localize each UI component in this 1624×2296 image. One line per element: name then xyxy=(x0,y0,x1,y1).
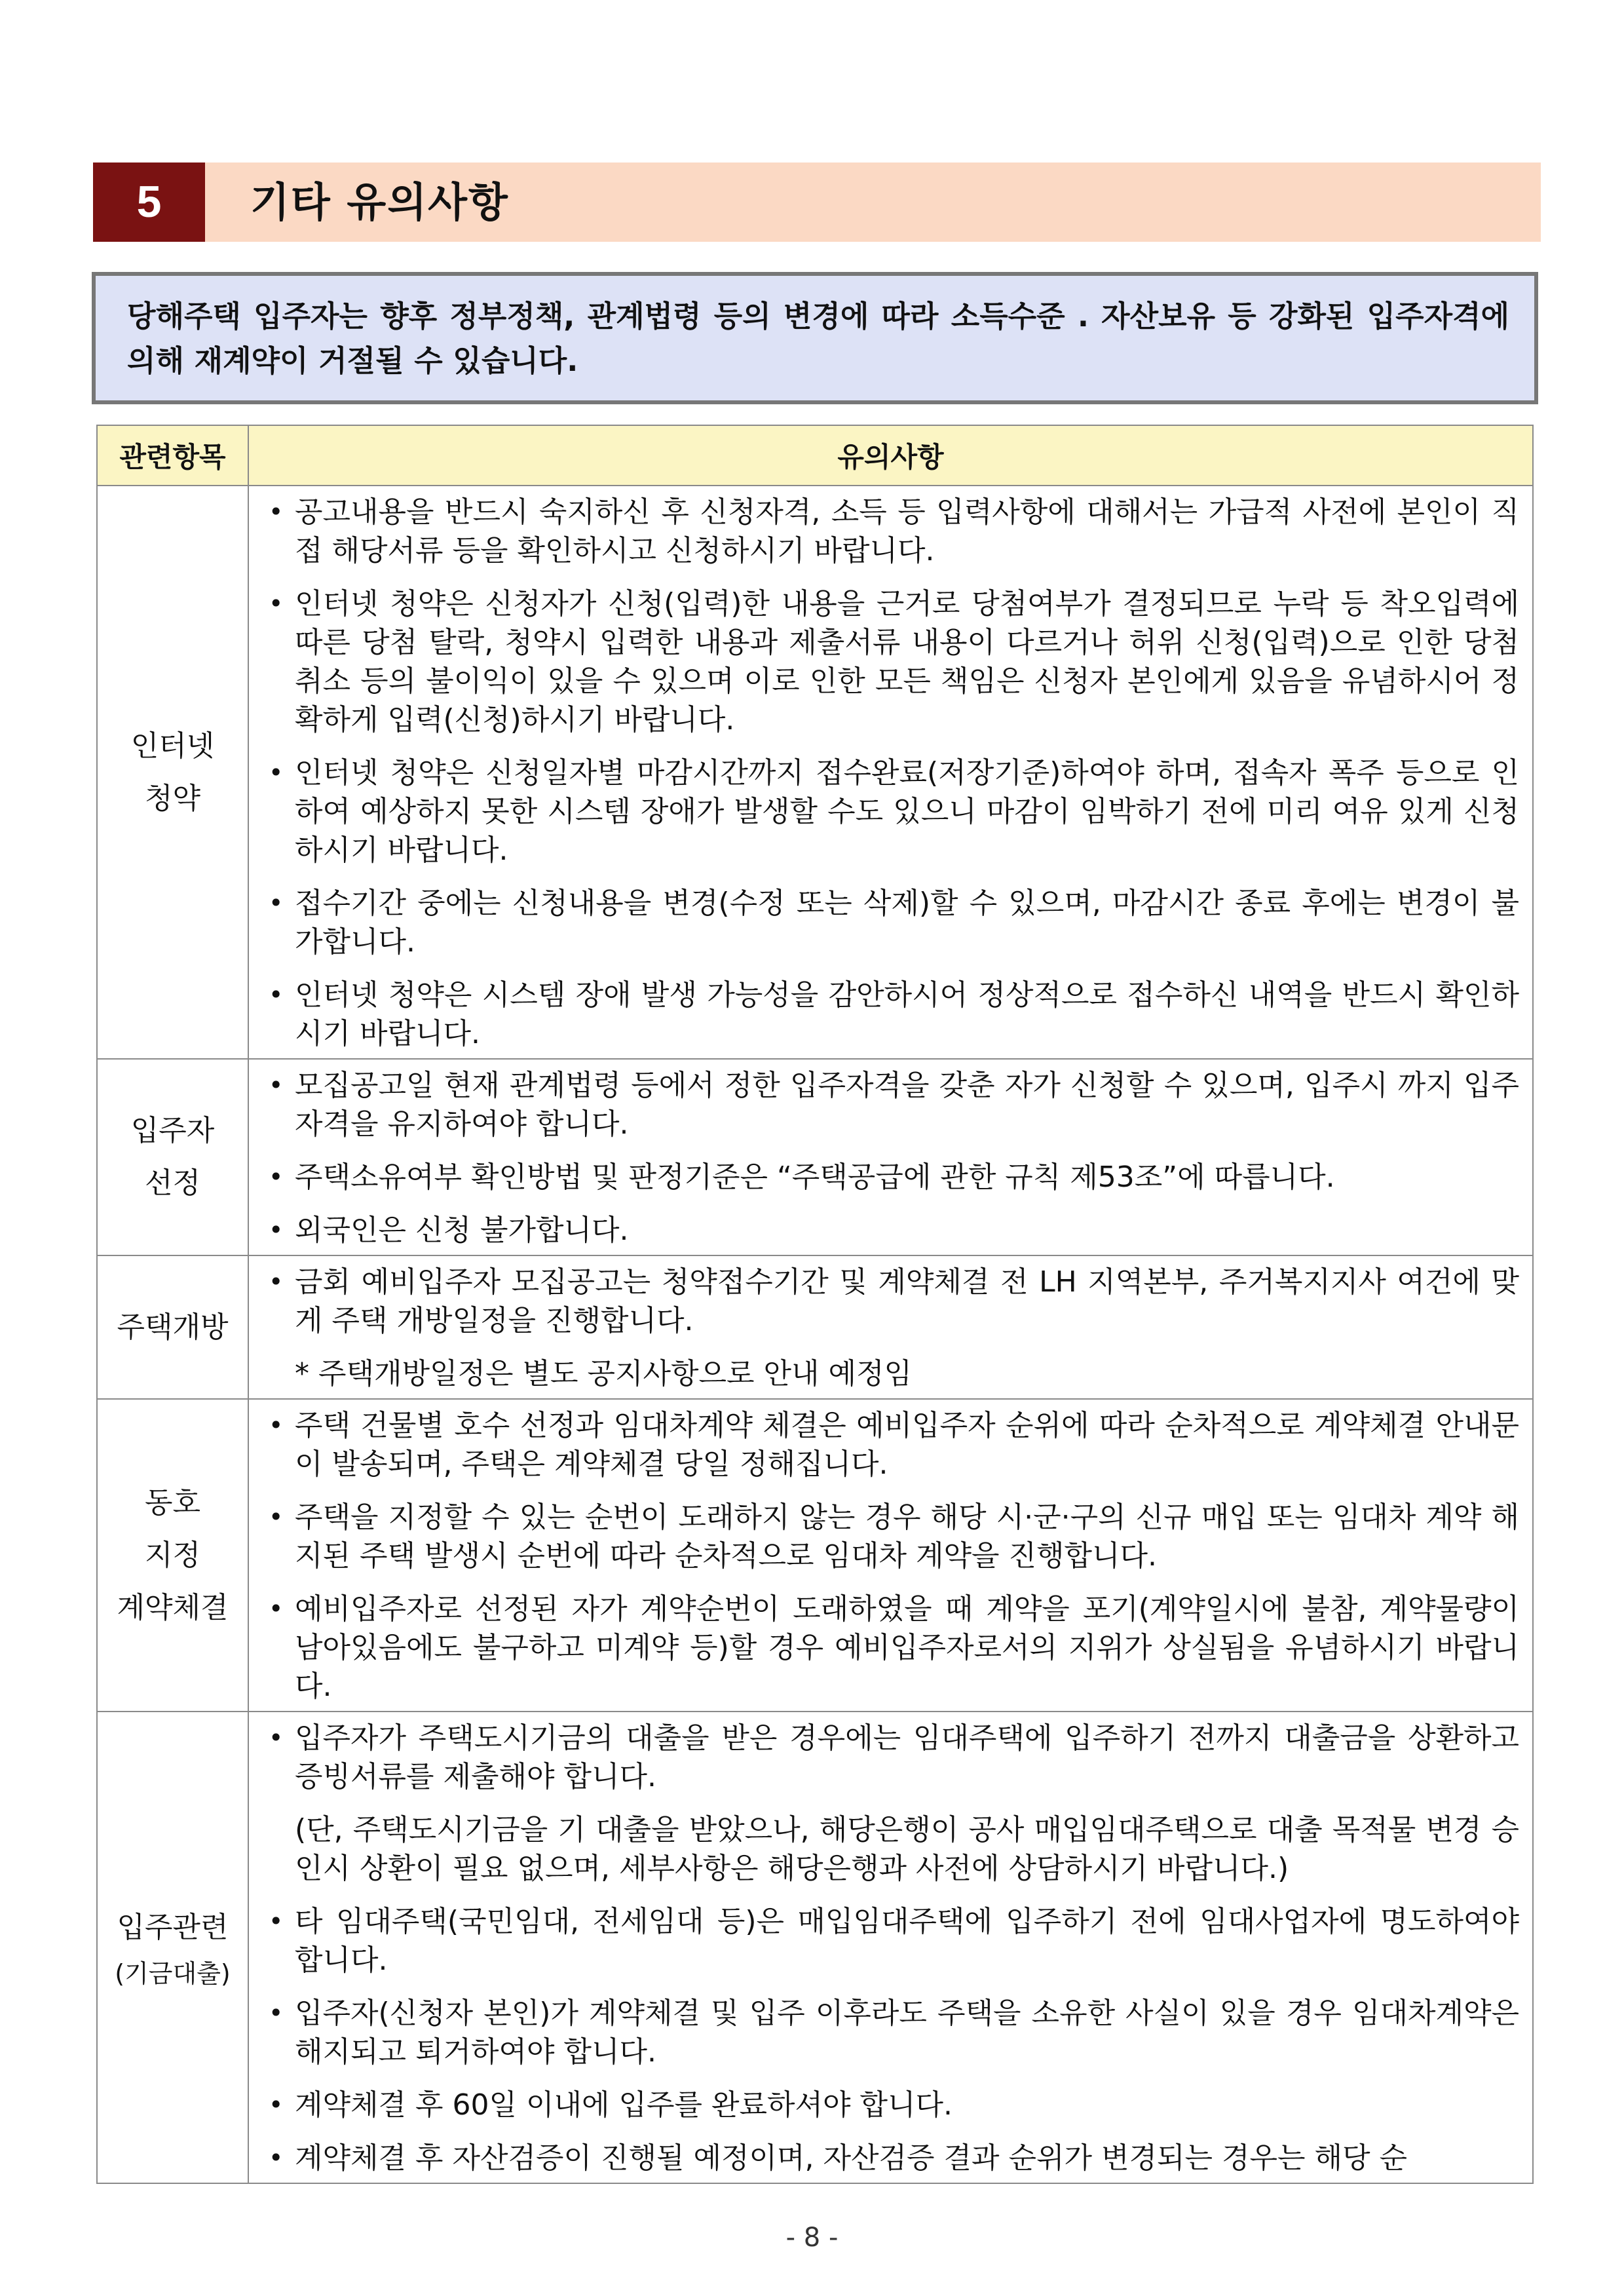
list-item xyxy=(262,584,1519,739)
category-label: 주택개방 xyxy=(117,1310,229,1344)
bullet-icon: • xyxy=(269,1999,284,2027)
list-item xyxy=(262,1406,1519,1483)
item-text: 외국인은 신청 불가합니다. xyxy=(295,1214,629,1247)
bullet-icon: • xyxy=(269,2143,284,2172)
category-label: 선정 xyxy=(144,1166,200,1200)
bullet-icon: • xyxy=(269,1502,284,1531)
list-item xyxy=(262,976,1519,1053)
section-header xyxy=(93,163,1541,242)
notes-cell xyxy=(248,1712,1533,2183)
item-text: 주택소유여부 확인방법 및 판정기준은 “주택공급에 관한 규칙 제53조”에 따릅니다. xyxy=(295,1160,1335,1194)
notice-box xyxy=(92,272,1538,404)
list-item xyxy=(262,754,1519,870)
item-text: 접수기간 중에는 신청내용을 변경(수정 또는 삭제)할 수 있으며, 마감시간 종료 후에는 변경이 불가합니다. xyxy=(295,887,1519,959)
item-text: 주택을 지정할 수 있는 순번이 도래하지 않는 경우 해당 시·군·구의 신규 매입 또는 임대차 계약 해지된 주택 발생시 순번에 따라 순차적으로 임대차 계약을 진행합니다. xyxy=(295,1501,1519,1573)
list-item xyxy=(262,2139,1519,2177)
list-item xyxy=(262,1590,1519,1706)
section-number: 5 xyxy=(93,163,205,242)
table-header-row xyxy=(97,425,1533,486)
bullet-icon: • xyxy=(269,2090,284,2119)
category-cell xyxy=(97,1059,248,1255)
notice-table xyxy=(96,425,1534,2184)
table-row xyxy=(97,1399,1533,1712)
bullet-icon: • xyxy=(269,1723,284,1752)
category-label: 인터넷 xyxy=(130,729,215,763)
list-item xyxy=(262,1158,1519,1196)
category-label: 동호 xyxy=(144,1485,200,1520)
bullet-icon: • xyxy=(269,1071,284,1100)
notes-cell xyxy=(248,1399,1533,1712)
bullet-icon: • xyxy=(269,1411,284,1440)
item-text: 모집공고일 현재 관계법령 등에서 정한 입주자격을 갖춘 자가 신청할 수 있으며, 입주시 까지 입주자격을 유지하여야 합니다. xyxy=(295,1069,1519,1141)
item-text: 입주자(신청자 본인)가 계약체결 및 입주 이후라도 주택을 소유한 사실이 있을 경우 임대차계약은 해지되고 퇴거하여야 합니다. xyxy=(295,1997,1519,2069)
list-item xyxy=(262,1902,1519,1980)
category-label: 입주자 xyxy=(130,1114,215,1147)
list-item xyxy=(262,1211,1519,1250)
bullet-icon: • xyxy=(269,1215,284,1244)
item-text: 계약체결 후 60일 이내에 입주를 완료하셔야 합니다. xyxy=(295,2088,953,2122)
bullet-icon: • xyxy=(269,1162,284,1191)
bullet-icon: • xyxy=(269,758,284,787)
notice-text: 당해주택 입주자는 향후 정부정책, 관계법령 등의 변경에 따라 소득수준 . 자산보유 등 강화된 입주자격에 의해 재계약이 거절될 수 있습니다. xyxy=(127,299,1509,378)
category-cell xyxy=(97,1255,248,1399)
list-item xyxy=(262,493,1519,570)
list-item xyxy=(262,1066,1519,1143)
list-item xyxy=(262,1994,1519,2071)
category-cell xyxy=(97,486,248,1059)
item-text: 계약체결 후 자산검증이 진행될 예정이며, 자산검증 결과 순위가 변경되는 경우는 해당 순 xyxy=(295,2141,1407,2175)
bullet-icon: • xyxy=(269,589,284,618)
category-label: 지정 xyxy=(144,1538,200,1572)
bullet-icon: • xyxy=(269,1267,284,1296)
list-item xyxy=(262,1719,1519,1796)
category-label: 입주관련 xyxy=(117,1911,229,1944)
item-text: (단, 주택도시기금을 기 대출을 받았으나, 해당은행이 공사 매입임대주택으로 대출 목적물 변경 승인시 상환이 필요 없으며, 세부사항은 해당은행과 사전에 상담하시기 바랍니다.) xyxy=(295,1813,1519,1885)
table-row xyxy=(97,1255,1533,1399)
notes-cell xyxy=(248,486,1533,1059)
bullet-icon: • xyxy=(269,1594,284,1623)
category-cell xyxy=(97,1712,248,2183)
item-text: 주택 건물별 호수 선정과 임대차계약 체결은 예비입주자 순위에 따라 순차적으로 계약체결 안내문이 발송되며, 주택은 계약체결 당일 정해집니다. xyxy=(295,1409,1519,1481)
header-notes: 유의사항 xyxy=(248,425,1533,486)
category-cell xyxy=(97,1399,248,1712)
table-row xyxy=(97,486,1533,1059)
list-item xyxy=(262,2086,1519,2124)
item-text: 예비입주자로 선정된 자가 계약순번이 도래하였을 때 계약을 포기(계약일시에 불참, 계약물량이 남아있음에도 불구하고 미계약 등)할 경우 예비입주자로서의 지위가 상실됨을 유념하시기 바랍니다. xyxy=(295,1592,1519,1703)
bullet-icon: • xyxy=(269,1907,284,1936)
list-item-note xyxy=(262,1810,1519,1888)
bullet-icon: • xyxy=(269,980,284,1009)
table-row xyxy=(97,1712,1533,2183)
list-item-note xyxy=(262,1354,1519,1393)
item-text: * 주택개방일정은 별도 공지사항으로 안내 예정임 xyxy=(295,1357,913,1390)
notes-cell xyxy=(248,1059,1533,1255)
table-row xyxy=(97,1059,1533,1255)
page-number: - 8 - xyxy=(785,2223,839,2253)
item-text: 인터넷 청약은 신청일자별 마감시간까지 접수완료(저장기준)하여야 하며, 접속자 폭주 등으로 인하여 예상하지 못한 시스템 장애가 발생할 수도 있으니 마감이 임박하기 전에 미리 여유 있게 신청하시기 바랍니다. xyxy=(295,756,1519,867)
list-item xyxy=(262,1498,1519,1575)
item-text: 인터넷 청약은 시스템 장애 발생 가능성을 감안하시어 정상적으로 접수하신 내역을 반드시 확인하시기 바랍니다. xyxy=(295,978,1519,1050)
item-text: 공고내용을 반드시 숙지하신 후 신청자격, 소득 등 입력사항에 대해서는 가급적 사전에 본인이 직접 해당서류 등을 확인하시고 신청하시기 바랍니다. xyxy=(295,495,1519,567)
list-item xyxy=(262,884,1519,961)
item-text: 타 임대주택(국민임대, 전세임대 등)은 매입임대주택에 입주하기 전에 임대사업자에 명도하여야 합니다. xyxy=(295,1905,1519,1977)
category-label: 청약 xyxy=(144,781,200,815)
notes-cell xyxy=(248,1255,1533,1399)
category-sublabel: (기금대출) xyxy=(115,1959,231,1988)
bullet-icon: • xyxy=(269,889,284,917)
item-text: 금회 예비입주자 모집공고는 청약접수기간 및 계약체결 전 LH 지역본부, 주거복지지사 여건에 맞게 주택 개방일정을 진행합니다. xyxy=(295,1265,1519,1337)
category-label: 계약체결 xyxy=(117,1590,229,1624)
item-text: 입주자가 주택도시기금의 대출을 받은 경우에는 임대주택에 입주하기 전까지 대출금을 상환하고 증빙서류를 제출해야 합니다. xyxy=(295,1721,1519,1793)
list-item xyxy=(262,1263,1519,1340)
header-category: 관련항목 xyxy=(97,425,248,486)
bullet-icon: • xyxy=(269,497,284,526)
item-text: 인터넷 청약은 신청자가 신청(입력)한 내용을 근거로 당첨여부가 결정되므로 누락 등 착오입력에 따른 당첨 탈락, 청약시 입력한 내용과 제출서류 내용이 다르거나 허위 신청(입력)으로 인한 당첨 취소 등의 불이익이 있을 수 있으며 이로 인한 모든 책임은 신청자 본인에게 있음을 유념하시어 정확하게 입력(신청)하시기 바랍니다. xyxy=(295,587,1519,737)
section-title: 기타 유의사항 xyxy=(250,178,509,226)
